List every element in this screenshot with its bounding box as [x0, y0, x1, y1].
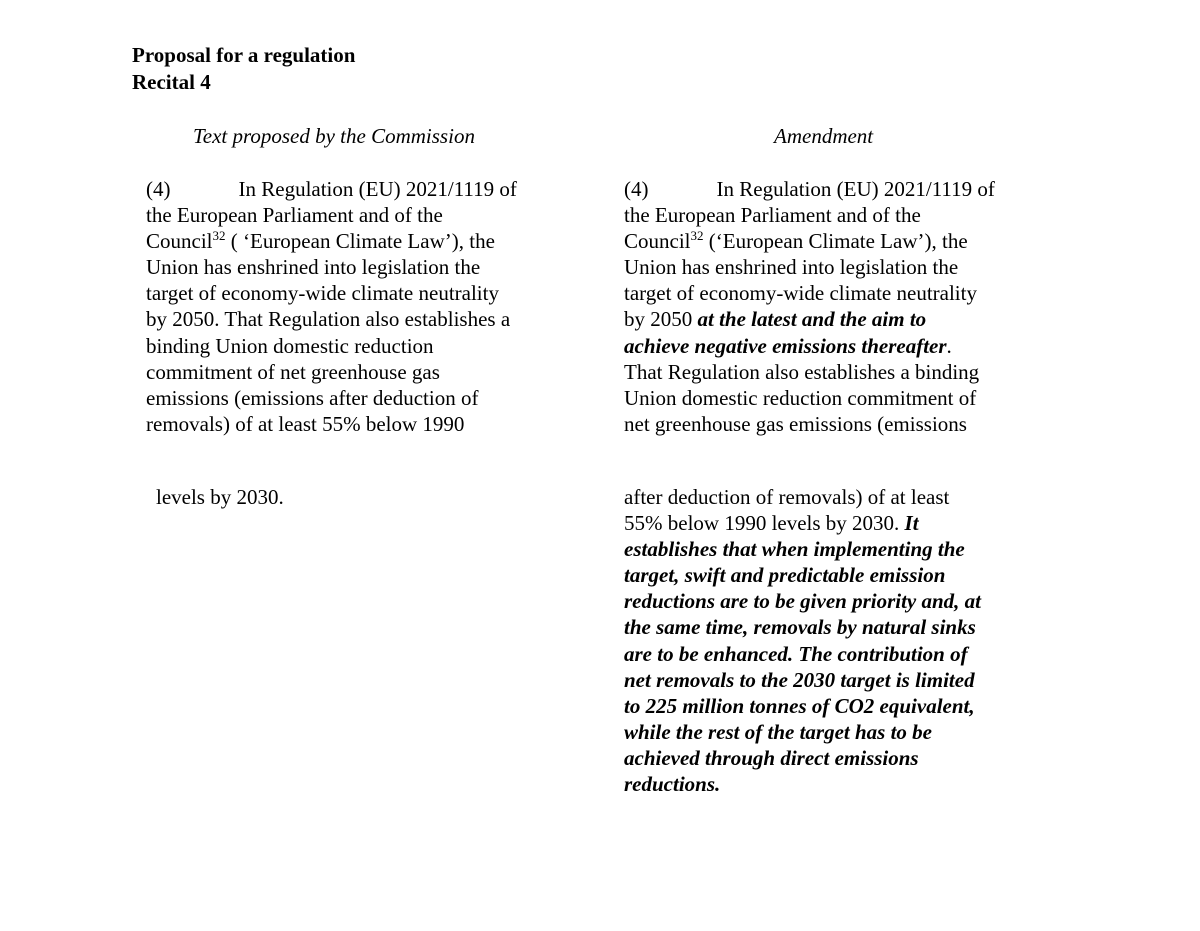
- amendment-text-line: achieve negative emissions thereafter.: [624, 333, 952, 358]
- amended-insertion-line: achieved through direct emissions: [624, 745, 919, 770]
- amendment-text: [624, 176, 1049, 437]
- commission-text-line: emissions (emissions after deduction of: [146, 385, 479, 410]
- amendment-text-line: Council$^{32}$ (‘European Climate Law’), the: [624, 228, 968, 254]
- amended-insertion-line: are to be enhanced. The contribution of: [624, 641, 968, 666]
- commission-text-line: binding Union domestic reduction: [146, 333, 434, 358]
- amendment-text-line: 55% below 1990 levels by 2030. It: [624, 511, 919, 536]
- amendment-text-line: net greenhouse gas emissions (emissions: [624, 411, 967, 436]
- amendment-text-continuation: [624, 484, 1049, 797]
- amended-insertion-line: to 225 million tonnes of CO2 equivalent,: [624, 693, 975, 718]
- amended-insertion: It: [904, 511, 919, 536]
- amendment-text-line: by 2050 at the latest and the aim to: [624, 307, 927, 332]
- footnote-reference[interactable]: 32: [690, 228, 704, 244]
- amendment-text-line: target of economy-wide climate neutrality: [624, 281, 977, 306]
- amended-insertion-line: net removals to the 2030 target is limited: [624, 667, 975, 692]
- amended-insertion-line: reductions.: [624, 772, 721, 797]
- amended-insertion-line: while the rest of the target has to be: [624, 719, 933, 744]
- commission-text-line: Union has enshrined into legislation the: [146, 255, 481, 280]
- amended-insertion: at the latest and the aim to: [697, 307, 927, 332]
- footnote-reference[interactable]: 32: [212, 228, 226, 244]
- recital-number: (4): [624, 177, 649, 201]
- amended-insertion-line: the same time, removals by natural sinks: [624, 615, 976, 640]
- amendment-text-line: after deduction of removals) of at least: [624, 485, 950, 509]
- commission-text-line: removals) of at least 55% below 1990: [146, 411, 465, 436]
- commission-text-line: the European Parliament and of the: [146, 203, 443, 228]
- commission-text-line: target of economy-wide climate neutrality: [146, 281, 499, 306]
- commission-text: [146, 176, 571, 437]
- commission-column-header: Text proposed by the Commission: [193, 124, 475, 148]
- amended-insertion: achieve negative emissions thereafter: [624, 333, 947, 358]
- amendment-text-line: Union domestic reduction commitment of: [624, 385, 977, 410]
- commission-text-line: levels by 2030.: [156, 485, 284, 509]
- document-heading: [132, 42, 355, 96]
- amended-insertion-line: establishes that when implementing the: [624, 537, 965, 562]
- amendment-text-line: Union has enshrined into legislation the: [624, 255, 959, 280]
- amendment-text-line: the European Parliament and of the: [624, 203, 921, 228]
- amendment-column-header: Amendment: [774, 124, 874, 148]
- amended-insertion-line: reductions are to be given priority and, at: [624, 589, 981, 614]
- proposal-title: Proposal for a regulation: [132, 43, 356, 67]
- amendment-text-line: That Regulation also establishes a binding: [624, 359, 980, 384]
- recital-title: Recital 4: [132, 70, 211, 94]
- recital-number: (4): [146, 177, 171, 201]
- commission-text-line: Council$^{32}$ ( ‘European Climate Law’), the: [146, 228, 495, 254]
- commission-text-line: by 2050. That Regulation also establishes a: [146, 307, 511, 332]
- amended-insertion-line: target, swift and predictable emission: [624, 563, 946, 588]
- commission-text-line: (4) In Regulation (EU) 2021/1119 of: [146, 177, 517, 201]
- amendment-text-line: (4) In Regulation (EU) 2021/1119 of: [624, 177, 995, 201]
- commission-text-line: commitment of net greenhouse gas: [146, 359, 440, 384]
- commission-text-continuation: [156, 484, 581, 510]
